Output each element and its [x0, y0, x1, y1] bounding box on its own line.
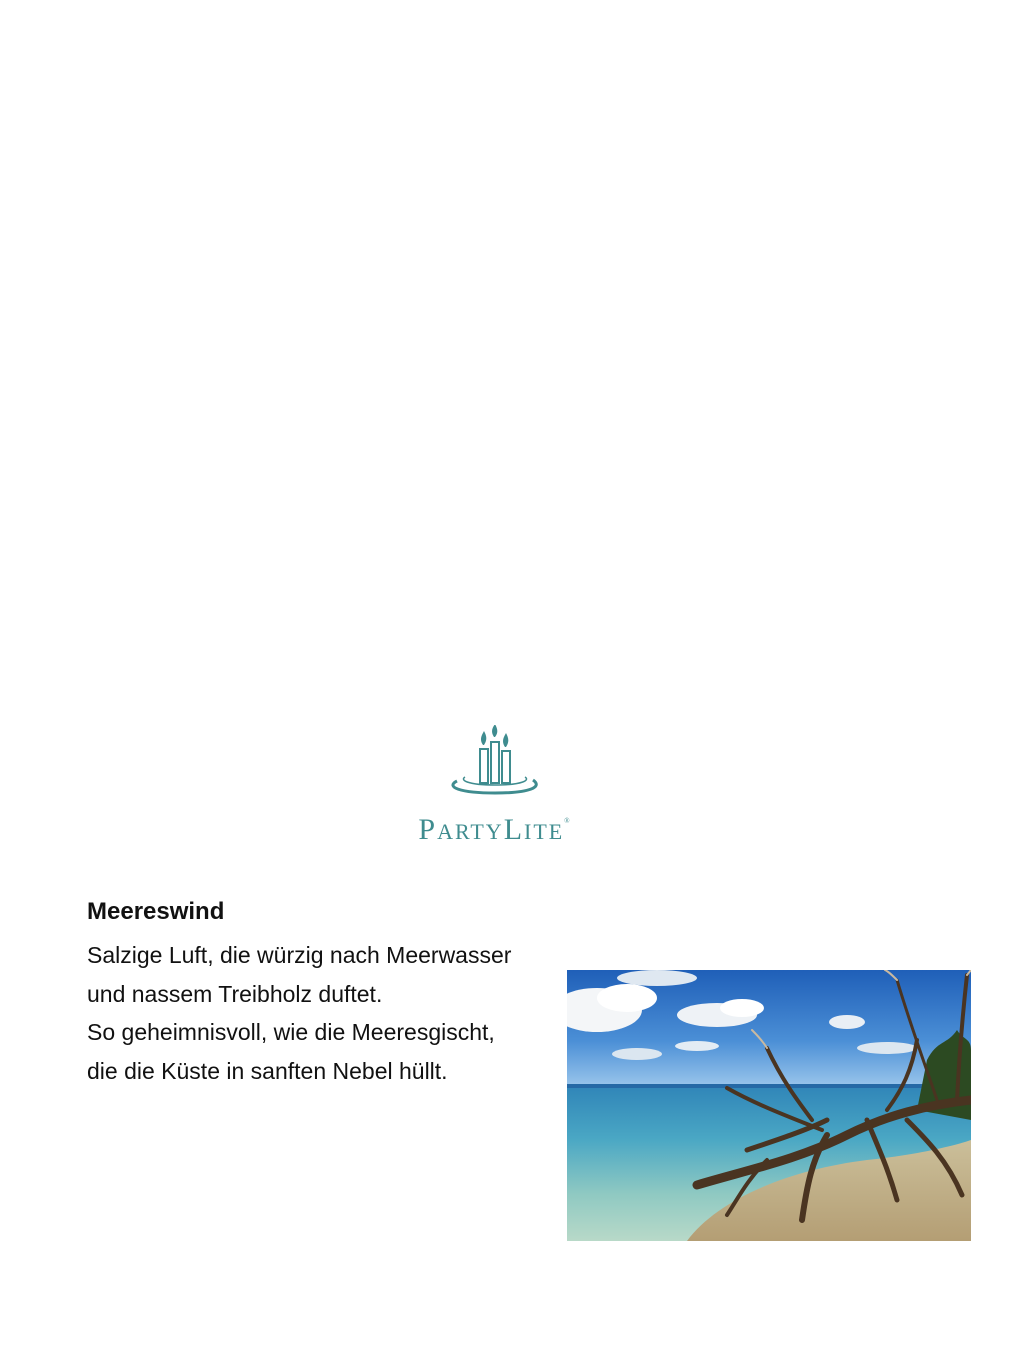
partylite-logo — [405, 725, 585, 850]
registered-mark: ® — [564, 817, 572, 825]
description-line-1: Salzige Luft, die würzig nach Meerwasser — [87, 942, 512, 968]
description-line-3: So geheimnisvoll, wie die Meeresgischt, — [87, 1019, 495, 1045]
description-block — [87, 894, 587, 1090]
candles-icon — [405, 725, 585, 805]
brand-wordmark — [405, 813, 585, 847]
description-line-4: die die Küste in sanften Nebel hüllt. — [87, 1057, 448, 1084]
description-line-2: und nassem Treibholz duftet. — [87, 980, 383, 1007]
brand-name: PARTYLITE — [418, 813, 565, 846]
fragrance-title: Meereswind — [87, 898, 225, 925]
beach-driftwood-photo — [567, 970, 971, 1241]
